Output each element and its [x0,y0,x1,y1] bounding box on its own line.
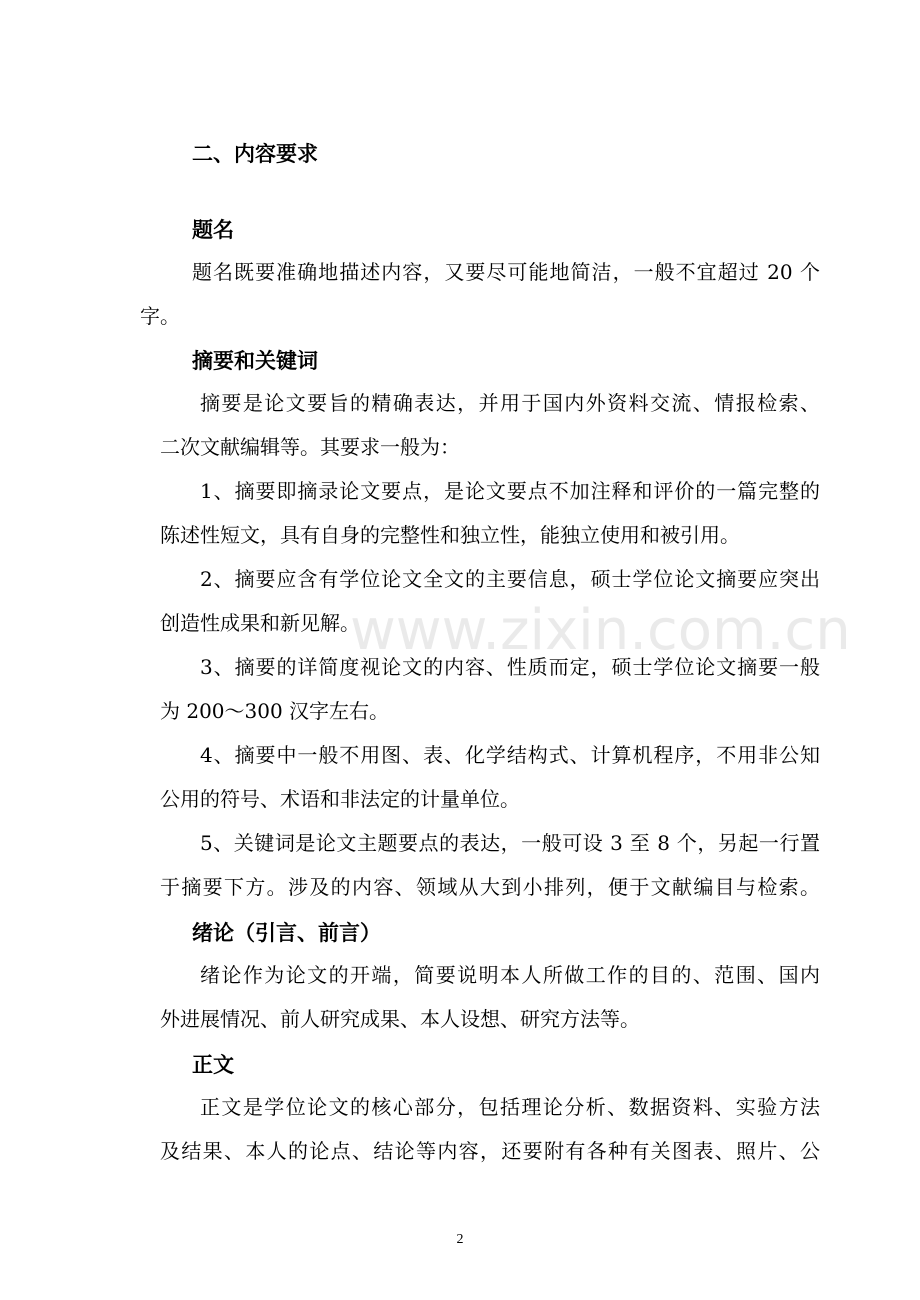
heading-title: 题名 [192,218,234,242]
item-2-line-1: 2、摘要应含有学位论文全文的主要信息，硕士学位论文摘要应突出 [200,567,820,591]
heading-main-body: 正文 [192,1053,234,1077]
item-2-line-2: 创造性成果和新见解。 [160,611,360,635]
item-1-line-1: 1、摘要即摘录论文要点，是论文要点不加注释和评价的一篇完整的 [200,479,820,503]
item-5-line-2: 于摘要下方。涉及的内容、领域从大到小排列，便于文献编目与检索。 [160,875,820,899]
item-3-line-2: 为 200～300 汉字左右。 [160,699,390,723]
intro-para-line-2: 外进展情况、前人研究成果、本人设想、研究方法等。 [160,1007,640,1031]
item-5-line-1: 5、关键词是论文主题要点的表达，一般可设 3 至 8 个，另起一行置 [200,831,820,855]
item-3-line-1: 3、摘要的详简度视论文的内容、性质而定，硕士学位论文摘要一般 [200,655,820,679]
item-4-line-2: 公用的符号、术语和非法定的计量单位。 [160,787,520,811]
title-para-line-1: 题名既要准确地描述内容，又要尽可能地简洁，一般不宜超过 20 个 [192,260,820,284]
item-4-line-1: 4、摘要中一般不用图、表、化学结构式、计算机程序，不用非公知 [200,743,820,767]
body-para-line-1: 正文是学位论文的核心部分，包括理论分析、数据资料、实验方法 [200,1095,820,1119]
section-title: 二、内容要求 [192,142,318,166]
abstract-para-line-1: 摘要是论文要旨的精确表达，并用于国内外资料交流、情报检索、 [200,391,820,415]
intro-para-line-1: 绪论作为论文的开端，简要说明本人所做工作的目的、范围、国内 [200,963,820,987]
page-number: 2 [456,1232,464,1247]
abstract-para-line-2: 二次文献编辑等。其要求一般为： [160,435,460,459]
watermark: www.zixin.com.cn [350,598,851,663]
heading-introduction: 绪论（引言、前言） [192,921,381,945]
body-para-line-2: 及结果、本人的论点、结论等内容，还要附有各种有关图表、照片、公 [160,1139,820,1163]
title-para-line-2: 字。 [140,304,180,328]
heading-abstract: 摘要和关键词 [192,349,318,373]
item-1-line-2: 陈述性短文，具有自身的完整性和独立性，能独立使用和被引用。 [160,523,740,547]
